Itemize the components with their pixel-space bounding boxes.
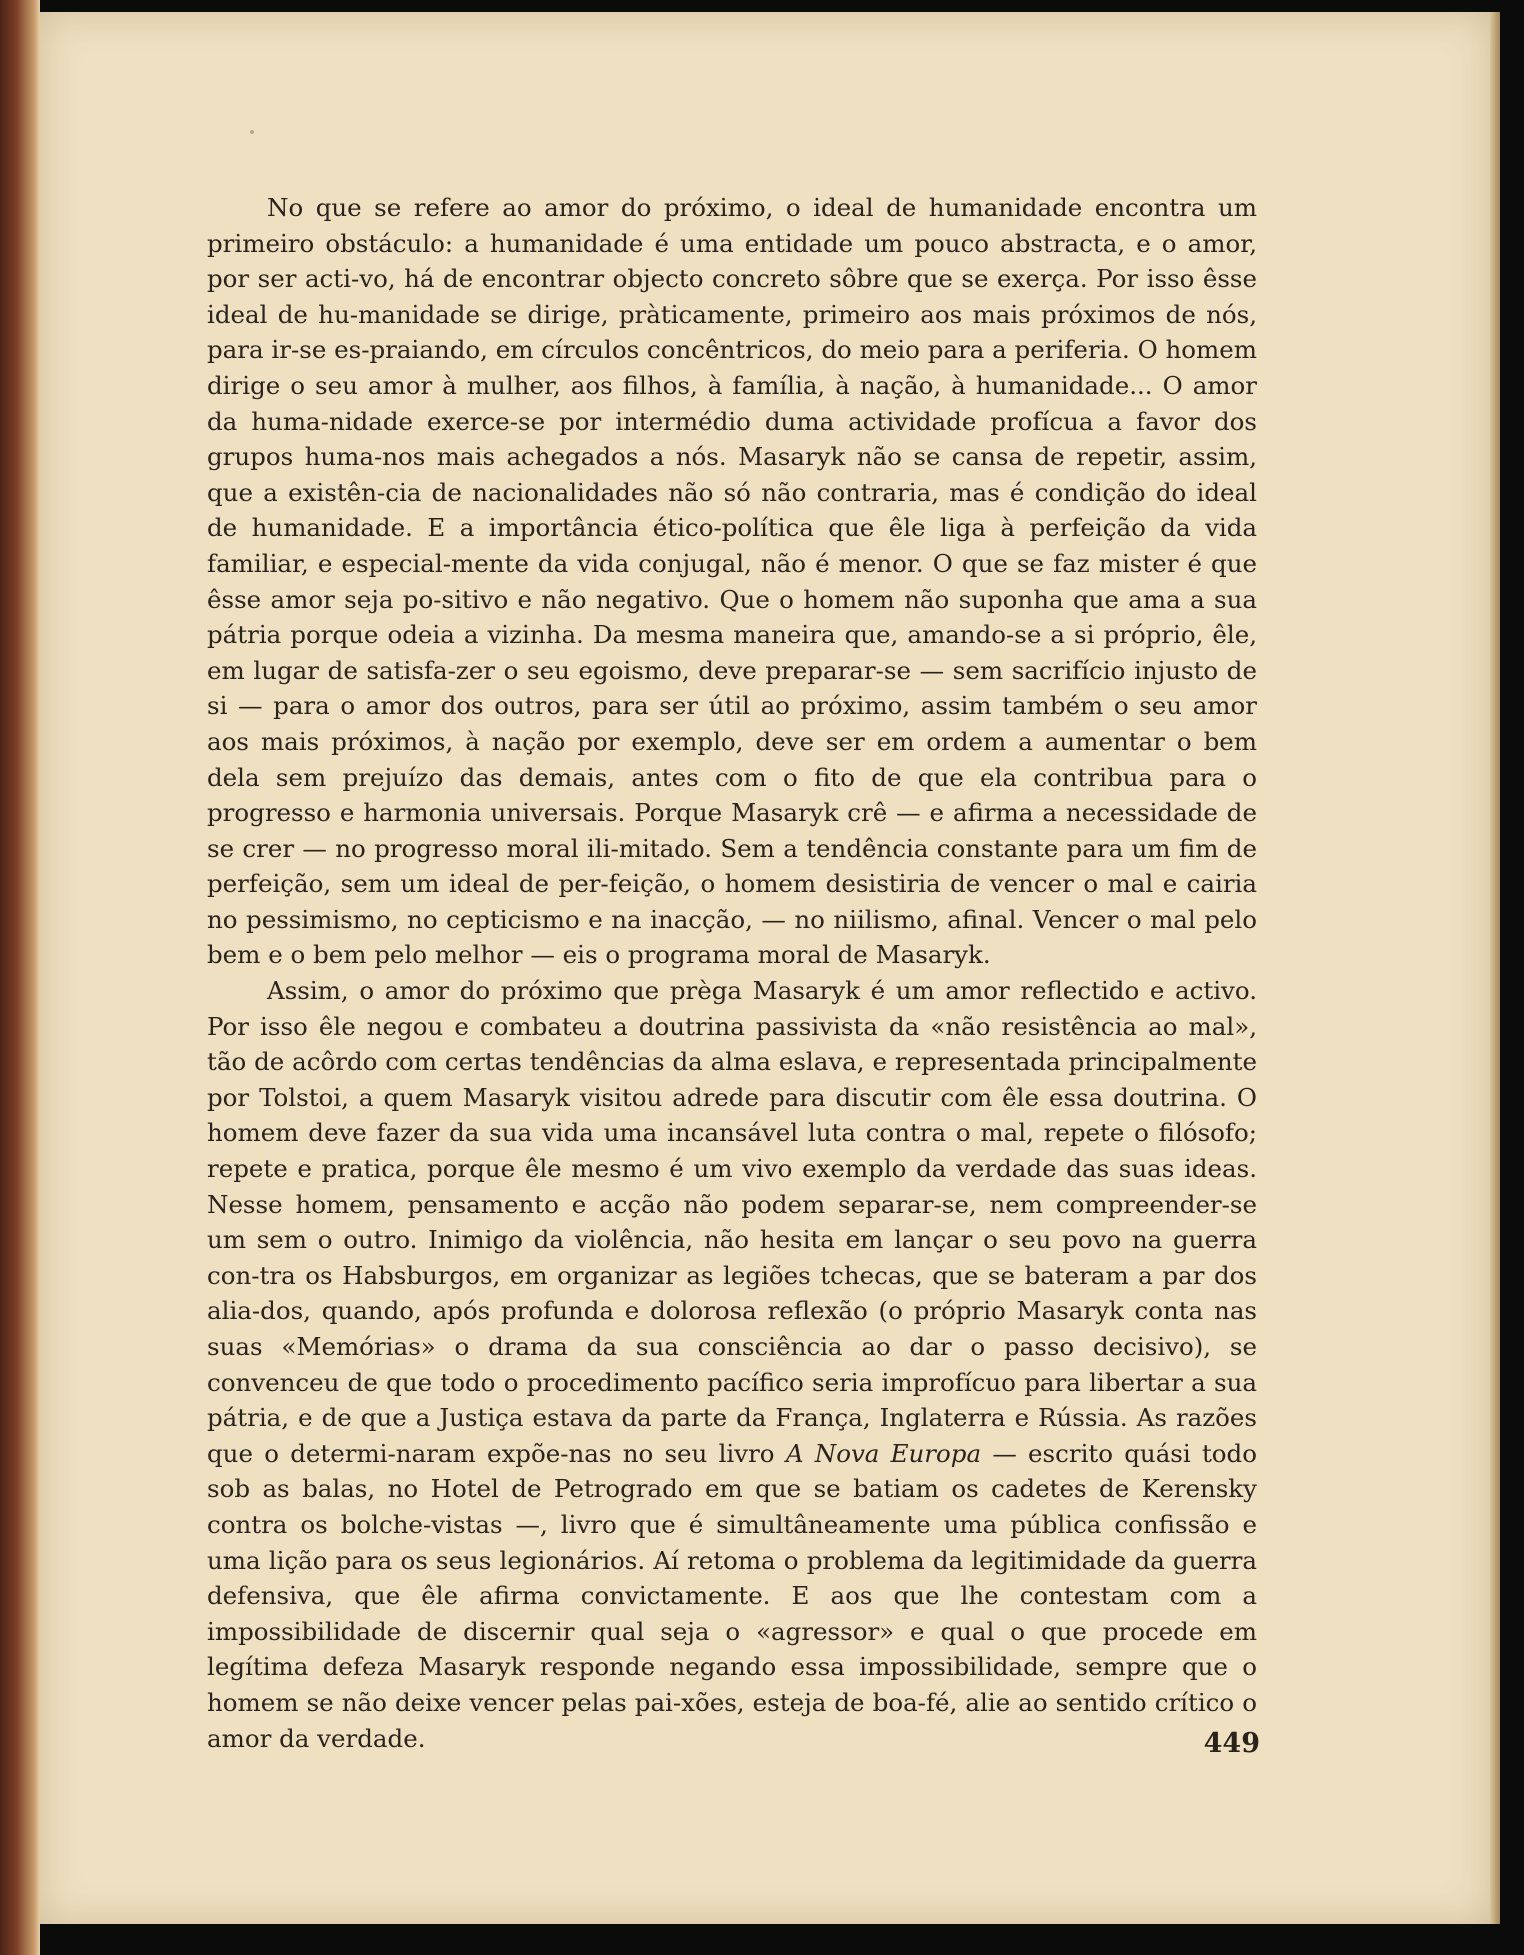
paragraph-2 bbox=[207, 973, 1257, 1756]
book-title: A Nova Europa bbox=[785, 1438, 982, 1468]
paragraph-2-continuation: — escrito quási todo sob as balas, no Hotel de Petrogrado em que se batiam os cadetes de Kerensky contra os bolche-vistas —, livro que é simultâneamente uma pública confissão e uma lição para os seus legionários. Aí retoma o problema da legitimidade da guerra defensiva, que êle afirma convictamente. E aos que lhe contestam com a impossibilidade de discernir qual seja o «agressor» e qual o que procede em legítima defeza Masaryk responde negando essa impossibilidade, sempre que o homem se não deixe vencer pelas pai-xões, esteja de boa-fé, alie ao sentido crítico o amor da verdade. bbox=[207, 1438, 1257, 1753]
page-number: 449 bbox=[1203, 1728, 1260, 1759]
paragraph-2-text: Assim, o amor do próximo que prèga Masaryk é um amor reflectido e activo. Por isso êle negou e combateu a doutrina passivista da «não resistência ao mal», tão de acôrdo com certas tendências da alma eslava, e representada principalmente por Tolstoi, a quem Masaryk visitou adrede para discutir com êle essa doutrina. O homem deve fazer da sua vida uma incansável luta contra o mal, repete o filósofo; repete e pratica, porque êle mesmo é um vivo exemplo da verdade das suas ideas. Nesse homem, pensamento e acção não podem separar-se, nem compreender-se um sem o outro. Inimigo da violência, não hesita em lançar o seu povo na guerra con-tra os Habsburgos, em organizar as legiões tchecas, que se bateram a par dos alia-dos, quando, após profunda e dolorosa reflexão (o próprio Masaryk conta nas suas «Memórias» o drama da sua consciência ao dar o passo decisivo), se convenceu de que todo o procedimento pacífico seria improfícuo para libertar a sua pátria, e de que a Justiça estava da parte da França, Inglaterra e Rússia. As razões que o determi-naram expõe-nas no seu livro bbox=[207, 976, 1257, 1468]
paper-speck bbox=[250, 130, 254, 134]
page-edge bbox=[1490, 12, 1500, 1924]
book-binding bbox=[0, 0, 40, 1955]
body-text bbox=[207, 190, 1257, 1756]
paragraph-1: No que se refere ao amor do próximo, o ideal de humanidade encontra um primeiro obstáculo: a humanidade é uma entidade um pouco abstracta, e o amor, por ser acti-vo, há de encontrar objecto concreto sôbre que se exerça. Por isso êsse ideal de hu-manidade se dirige, pràticamente, primeiro aos mais próximos de nós, para ir-se es-praiando, em círculos concêntricos, do meio para a periferia. O homem dirige o seu amor à mulher, aos filhos, à família, à nação, à humanidade... O amor da huma-nidade exerce-se por intermédio duma actividade profícua a favor dos grupos huma-nos mais achegados a nós. Masaryk não se cansa de repetir, assim, que a existên-cia de nacionalidades não só não contraria, mas é condição do ideal de humanidade. E a importância ético-política que êle liga à perfeição da vida familiar, e especial-mente da vida conjugal, não é menor. O que se faz mister é que êsse amor seja po-sitivo e não negativo. Que o homem não suponha que ama a sua pátria porque odeia a vizinha. Da mesma maneira que, amando-se a si próprio, êle, em lugar de satisfa-zer o seu egoismo, deve preparar-se — sem sacrifício injusto de si — para o amor dos outros, para ser útil ao próximo, assim também o seu amor aos mais próximos, à nação por exemplo, deve ser em ordem a aumentar o bem dela sem prejuízo das demais, antes com o fito de que ela contribua para o progresso e harmonia universais. Porque Masaryk crê — e afirma a necessidade de se crer — no progresso moral ili-mitado. Sem a tendência constante para um fim de perfeição, sem um ideal de per-feição, o homem desistiria de vencer o mal e cairia no pessimismo, no cepticismo e na inacção, — no niilismo, afinal. Vencer o mal pelo bem e o bem pelo melhor — eis o programa moral de Masaryk. bbox=[207, 193, 1257, 970]
